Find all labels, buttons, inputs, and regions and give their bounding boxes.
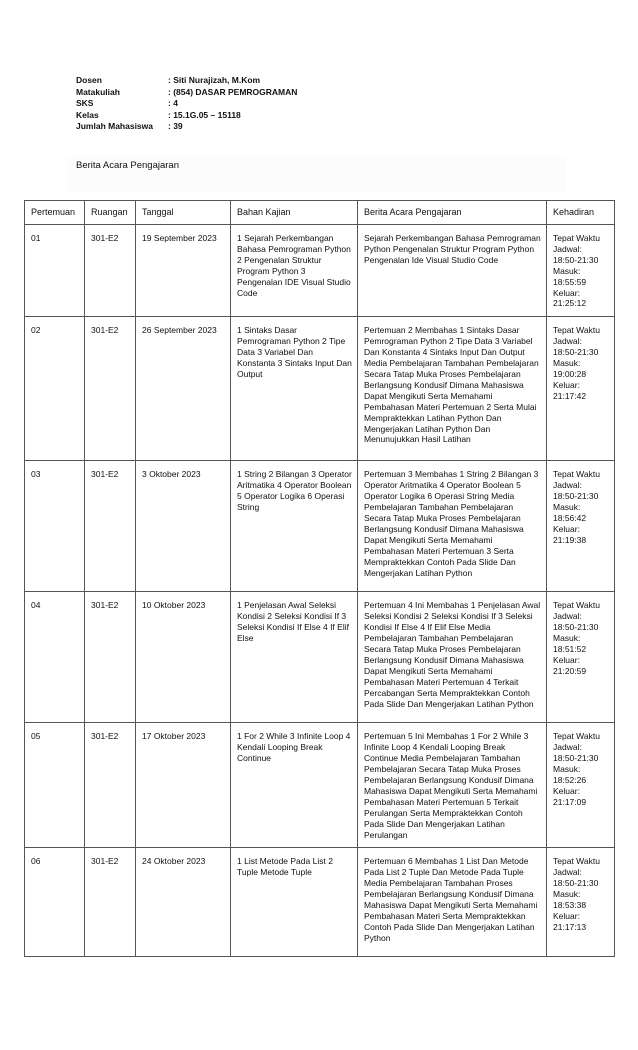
cell-tanggal: 19 September 2023: [136, 225, 231, 317]
cell-bahan-kajian: 1 Penjelasan Awal Seleksi Kondisi 2 Seleksi Kondisi If 3 Seleksi Kondisi If Else 4 If Elif Else: [231, 592, 358, 723]
info-row-jumlah-mahasiswa: [76, 121, 297, 133]
attendance-schedule-label: Jadwal:: [553, 480, 582, 491]
attendance-in-label: Masuk:: [553, 633, 581, 644]
cell-kehadiran: [547, 225, 615, 317]
attendance-out-time: 21:20:59: [553, 665, 587, 676]
attendance-in-label: Masuk:: [553, 358, 581, 369]
cell-kehadiran: [547, 848, 615, 957]
cell-tanggal: 17 Oktober 2023: [136, 723, 231, 848]
cell-berita-acara: Sejarah Perkembangan Bahasa Pemrograman Python Pengenalan Struktur Program Python Pengenalan Ide Visual Studio Code: [358, 225, 547, 317]
attendance-out-label: Keluar:: [553, 910, 580, 921]
attendance-in-label: Masuk:: [553, 265, 581, 276]
info-row-kelas: [76, 110, 297, 122]
column-header-tanggal: Tanggal: [136, 201, 231, 225]
attendance-out-time: 21:19:38: [553, 534, 587, 545]
attendance-schedule-label: Jadwal:: [553, 867, 582, 878]
info-label: Matakuliah: [76, 86, 120, 97]
info-row-sks: [76, 98, 297, 110]
cell-berita-acara: Pertemuan 3 Membahas 1 String 2 Bilangan 3 Operator Aritmatika 4 Operator Boolean 5 Operator Logika 6 Operasi String Media Pembelajaran Tambahan Pembelajaran Secara Tatap Muka Proses Pembelajaran Berlangsung Kondusif Dimana Mahasiswa Dapat Mengikuti Serta Memahami Pembahasan Materi Pertemuan 3 Serta Mempraktekkan Contoh Pada Slide Dan Mengerjakan Latihan Python: [358, 461, 547, 592]
cell-kehadiran: [547, 317, 615, 461]
attendance-status: Tepat Waktu: [553, 856, 600, 867]
attendance-in-label: Masuk:: [553, 502, 581, 513]
cell-ruangan: 301-E2: [85, 225, 136, 317]
cell-tanggal: 26 September 2023: [136, 317, 231, 461]
cell-bahan-kajian: 1 For 2 While 3 Infinite Loop 4 Kendali Looping Break Continue: [231, 723, 358, 848]
cell-pertemuan: 04: [25, 592, 85, 723]
attendance-in-time: 18:53:38: [553, 900, 587, 911]
cell-pertemuan: 03: [25, 461, 85, 592]
attendance-schedule: 18:50-21:30: [553, 622, 599, 633]
attendance-status: Tepat Waktu: [553, 469, 600, 480]
attendance-schedule-label: Jadwal:: [553, 243, 582, 254]
cell-kehadiran: [547, 723, 615, 848]
info-value: : (854) DASAR PEMROGRAMAN: [168, 86, 298, 97]
attendance-schedule-label: Jadwal:: [553, 611, 582, 622]
attendance-out-time: 21:17:09: [553, 796, 587, 807]
table-row: [25, 848, 615, 957]
table-row: [25, 317, 615, 461]
info-label: Dosen: [76, 75, 102, 85]
attendance-schedule-label: Jadwal:: [553, 742, 582, 753]
cell-ruangan: 301-E2: [85, 461, 136, 592]
attendance-schedule: 18:50-21:30: [553, 878, 599, 889]
info-value: : 39: [168, 121, 183, 132]
info-label: SKS: [76, 98, 94, 109]
attendance-status: Tepat Waktu: [553, 731, 600, 742]
table-row: [25, 461, 615, 592]
attendance-schedule-label: Jadwal:: [553, 336, 582, 347]
attendance-out-label: Keluar:: [553, 287, 580, 298]
attendance-status: Tepat Waktu: [553, 325, 600, 336]
info-row-matakuliah: [76, 87, 297, 99]
table-row: [25, 225, 615, 317]
info-row-dosen: [76, 75, 297, 87]
cell-pertemuan: 02: [25, 317, 85, 461]
attendance-out-label: Keluar:: [553, 785, 580, 796]
cell-berita-acara: Pertemuan 2 Membahas 1 Sintaks Dasar Pemrograman Python 2 Tipe Data 3 Variabel Dan Konstanta 4 Sintaks Input Dan Output Media Pembelajaran Tambahan Pembelajaran Secara Tatap Muka Proses Pembelajaran Berlangsung Kondusif Dimana Mahasiswa Dapat Mengikuti Serta Memahami Pembahasan Materi Pertemuan 2 Serta Mulai Mempraktekkan Latihan Python Dan Mengerjakan Latihan Python Dan Menunujukkan Hasil Latihan: [358, 317, 547, 461]
cell-bahan-kajian: 1 String 2 Bilangan 3 Operator Aritmatika 4 Operator Boolean 5 Operator Logika 6 Operasi String: [231, 461, 358, 592]
attendance-schedule: 18:50-21:30: [553, 254, 599, 265]
info-value: : 15.1G.05 – 15118: [168, 109, 241, 120]
cell-ruangan: 301-E2: [85, 848, 136, 957]
info-value: : 4: [168, 98, 178, 109]
column-header-kehadiran: Kehadiran: [547, 201, 615, 225]
attendance-out-label: Keluar:: [553, 523, 580, 534]
cell-tanggal: 3 Oktober 2023: [136, 461, 231, 592]
info-label: Kelas: [76, 109, 99, 120]
attendance-schedule: 18:50-21:30: [553, 491, 599, 502]
attendance-out-time: 21:17:42: [553, 390, 587, 401]
teaching-log-table: [24, 200, 615, 957]
cell-tanggal: 24 Oktober 2023: [136, 848, 231, 957]
course-info: [76, 75, 297, 133]
info-label: Jumlah Mahasiswa: [76, 121, 154, 132]
attendance-schedule: 18:50-21:30: [553, 347, 599, 358]
column-header-pertemuan: Pertemuan: [25, 201, 85, 225]
column-header-ruangan: Ruangan: [85, 201, 136, 225]
attendance-in-label: Masuk:: [553, 764, 581, 775]
cell-pertemuan: 06: [25, 848, 85, 957]
info-value: : Siti Nurajizah, M.Kom: [168, 75, 261, 85]
attendance-out-time: 21:17:13: [553, 921, 587, 932]
attendance-out-label: Keluar:: [553, 654, 580, 665]
table-row: [25, 592, 615, 723]
cell-bahan-kajian: 1 List Metode Pada List 2 Tuple Metode Tuple: [231, 848, 358, 957]
attendance-out-time: 21:25:12: [553, 298, 587, 309]
cell-ruangan: 301-E2: [85, 317, 136, 461]
cell-tanggal: 10 Oktober 2023: [136, 592, 231, 723]
cell-berita-acara: Pertemuan 5 Ini Membahas 1 For 2 While 3 Infinite Loop 4 Kendali Looping Break Continue Media Pembelajaran Tambahan Pembelajaran Secara Tatap Muka Proses Pembelajaran Berlangsung Kondusif Dimana Mahasiswa Dapat Mengikuti Serta Memahami Pembahasan Materi Pertemuan 5 Terkait Perulangan Serta Mempraktekkan Contoh Pada Slide Dan Mengerjakan Latihan Perulangan: [358, 723, 547, 848]
cell-berita-acara: Pertemuan 6 Membahas 1 List Dan Metode Pada List 2 Tuple Dan Metode Pada Tuple Media Pembelajaran Tambahan Proses Pembelajaran Berlangsung Kondusif Dimana Mahasiswa Dapat Mengikuti Serta Memahami Pembahasan Materi Serta Mempraktekkan Contoh Pada Slide Dan Mengerjakan Latihan Python: [358, 848, 547, 957]
cell-bahan-kajian: 1 Sintaks Dasar Pemrograman Python 2 Tipe Data 3 Variabel Dan Konstanta 3 Sintaks Input Dan Output: [231, 317, 358, 461]
attendance-schedule: 18:50-21:30: [553, 753, 599, 764]
column-header-bahan-kajian: Bahan Kajian: [231, 201, 358, 225]
attendance-in-time: 18:51:52: [553, 643, 587, 654]
cell-kehadiran: [547, 592, 615, 723]
cell-pertemuan: 05: [25, 723, 85, 848]
attendance-status: Tepat Waktu: [553, 600, 600, 611]
attendance-in-time: 18:52:26: [553, 774, 587, 785]
attendance-in-time: 19:00:28: [553, 368, 587, 379]
section-title: Berita Acara Pengajaran: [68, 157, 566, 193]
table-header-row: [25, 201, 615, 225]
cell-kehadiran: [547, 461, 615, 592]
attendance-status: Tepat Waktu: [553, 233, 600, 243]
cell-ruangan: 301-E2: [85, 723, 136, 848]
cell-pertemuan: 01: [25, 225, 85, 317]
column-header-berita-acara: Berita Acara Pengajaran: [358, 201, 547, 225]
attendance-in-time: 18:55:59: [553, 276, 587, 287]
attendance-out-label: Keluar:: [553, 379, 580, 390]
cell-bahan-kajian: 1 Sejarah Perkembangan Bahasa Pemrograman Python 2 Pengenalan Struktur Program Python 3 Pengenalan IDE Visual Studio Code: [231, 225, 358, 317]
attendance-in-time: 18:56:42: [553, 512, 587, 523]
attendance-in-label: Masuk:: [553, 889, 581, 900]
cell-ruangan: 301-E2: [85, 592, 136, 723]
cell-berita-acara: Pertemuan 4 Ini Membahas 1 Penjelasan Awal Seleksi Kondisi 2 Seleksi Kondisi If 3 Seleksi Kondisi If Else 4 If Elif Else Media Pembelajaran Tambahan Pembelajaran Secara Tatap Muka Proses Pembelajaran Berlangsung Kondusif Dimana Mahasiswa Dapat Mengikuti Serta Memahami Pembahasan Materi Pertemuan 4 Terkait Percabangan Serta Mempraktekkan Contoh Pada Slide Dan Mengerjakan Latihan Python: [358, 592, 547, 723]
table-row: [25, 723, 615, 848]
